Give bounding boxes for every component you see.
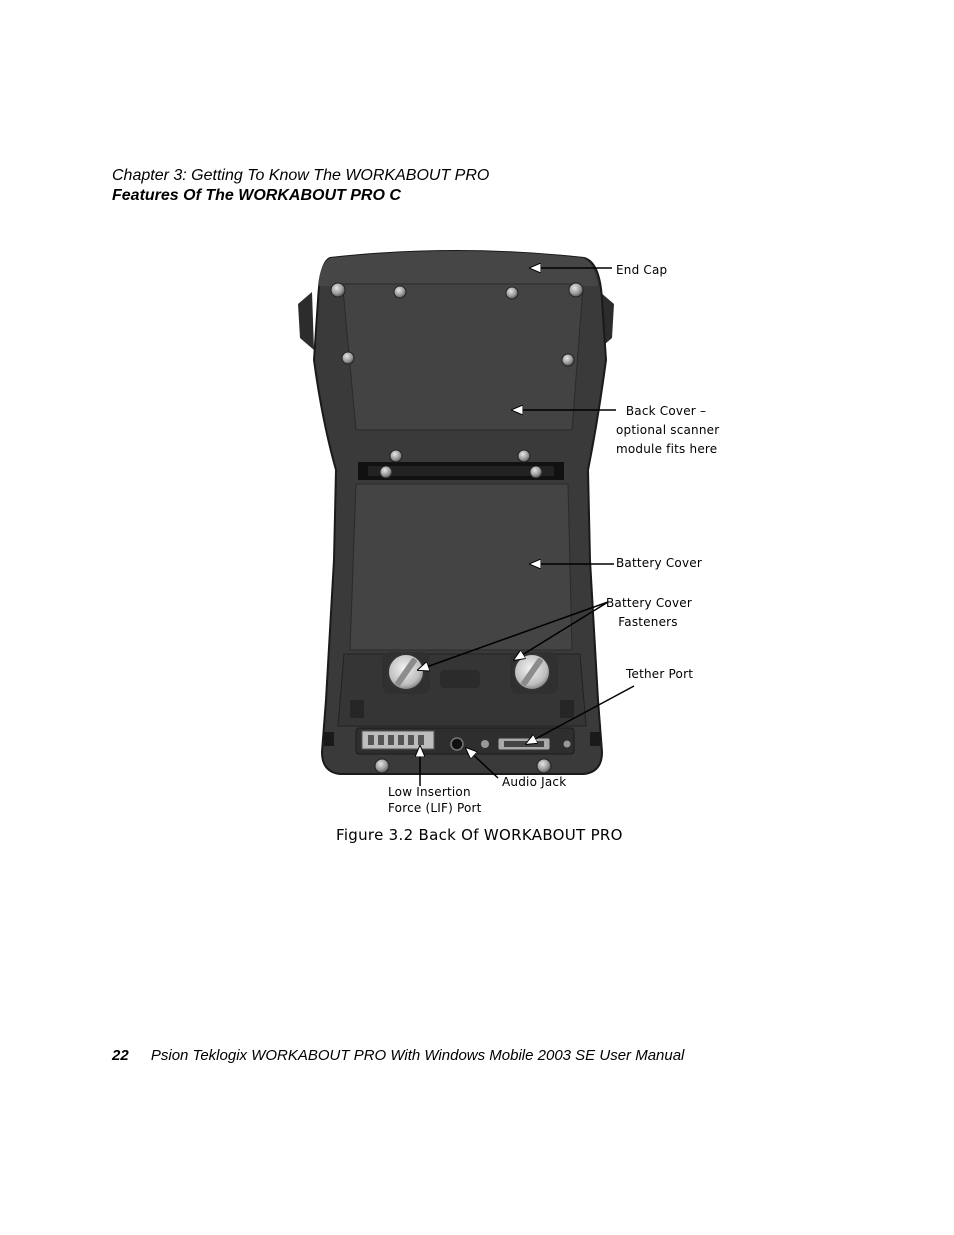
callout-lif-line-1: Low Insertion bbox=[388, 785, 471, 799]
callout-tether-port: Tether Port bbox=[626, 667, 694, 681]
page-number: 22 bbox=[112, 1047, 129, 1064]
chapter-title: Chapter 3: Getting To Know The WORKABOUT PRO bbox=[112, 167, 490, 184]
callout-end-cap: End Cap bbox=[616, 263, 668, 277]
manual-title: Psion Teklogix WORKABOUT PRO With Windows Mobile 2003 SE User Manual bbox=[150, 1047, 685, 1064]
page-footer bbox=[112, 1047, 684, 1064]
callout-battery-cover: Battery Cover bbox=[616, 556, 702, 570]
callout-back-cover-line-1: Back Cover – bbox=[625, 404, 707, 418]
callout-back-cover bbox=[616, 402, 720, 459]
section-title: Features Of The WORKABOUT PRO C bbox=[112, 187, 401, 204]
callout-fasteners-line-1: Battery Cover bbox=[606, 596, 692, 610]
callout-audio-jack: Audio Jack bbox=[502, 775, 567, 789]
callout-lif-port bbox=[388, 784, 482, 816]
callout-back-cover-line-2: optional scanner bbox=[616, 423, 720, 437]
callout-back-cover-line-3: module fits here bbox=[616, 442, 718, 456]
callout-lif-line-2: Force (LIF) Port bbox=[388, 801, 482, 815]
callout-fasteners-line-2: Fasteners bbox=[618, 615, 678, 629]
device-body bbox=[298, 251, 614, 774]
figure-caption: Figure 3.2 Back Of WORKABOUT PRO bbox=[336, 826, 623, 844]
callout-battery-fasteners bbox=[606, 594, 690, 632]
